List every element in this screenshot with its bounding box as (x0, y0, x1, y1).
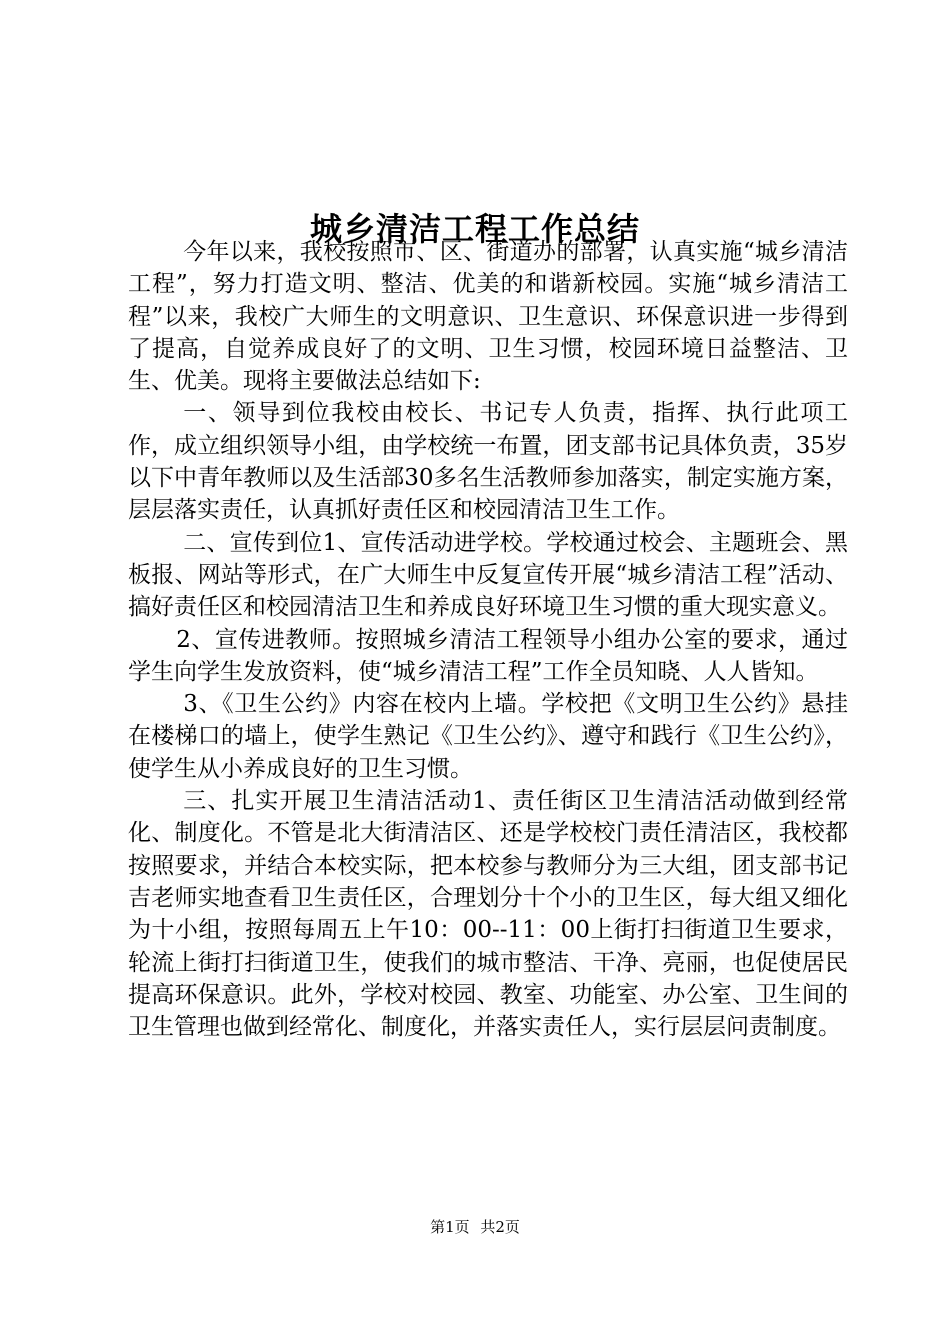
paragraph-intro: 今年以来，我校按照市、区、街道办的部署，认真实施“城乡清洁工程”，努力打造文明、整洁、优美的和谐新校园。实施“城乡清洁工程”以来，我校广大师生的文明意识、卫生意识、环保意识进一步得到了提高，自觉养成良好了的文明、卫生习惯，校园环境日益整洁、卫生、优美。现将主要做法总结如下: (128, 239, 848, 395)
paragraph-cleaning-activities: 三、扎实开展卫生清洁活动1、责任街区卫生清洁活动做到经常化、制度化。不管是北大街清洁区、还是学校校门责任清洁区，我校都按照要求，并结合本校实际，把本校参与教师分为三大组，团支部书记吉老师实地查看卫生责任区，合理划分十个小的卫生区，每大组又细化为十小组，按照每周五上午10：00--11：00上街打扫街道卫生要求，轮流上街打扫街道卫生，使我们的城市整洁、干净、亮丽，也促使居民提高环保意识。此外，学校对校园、教室、功能室、办公室、卫生间的卫生管理也做到经常化、制度化，并落实责任人，实行层层问责制度。 (128, 788, 848, 1041)
paragraph-hygiene-pact: 3、《卫生公约》内容在校内上墙。学校把《文明卫生公约》悬挂在楼梯口的墙上，使学生熟记《卫生公约》、遵守和践行《卫生公约》，使学生从小养成良好的卫生习惯。 (128, 691, 848, 782)
document-title: 城乡清洁工程工作总结 (309, 210, 640, 249)
page-number: 第1页 (430, 1218, 470, 1236)
paragraph-leadership: 一、领导到位我校由校长、书记专人负责，指挥、执行此项工作，成立组织领导小组，由学校统一布置，团支部书记具体负责，35岁以下中青年教师以及生活部30多名生活教师参加落实，制定实施方案，层层落实责任，认真抓好责任区和校园清洁卫生工作。 (128, 400, 848, 524)
document-body (128, 236, 848, 1043)
page-total: 共2页 (480, 1218, 520, 1236)
paragraph-teachers: 2、宣传进教师。按照城乡清洁工程领导小组办公室的要求，通过学生向学生发放资料，使“城乡清洁工程”工作全员知晓、人人皆知。 (128, 626, 848, 685)
paragraph-publicity: 二、宣传到位1、宣传活动进学校。学校通过校会、主题班会、黑板报、网站等形式，在广大师生中反复宣传开展“城乡清洁工程”活动、搞好责任区和校园清洁卫生和养成良好环境卫生习惯的重大现实意义。 (128, 529, 848, 621)
page-footer (0, 1216, 950, 1238)
